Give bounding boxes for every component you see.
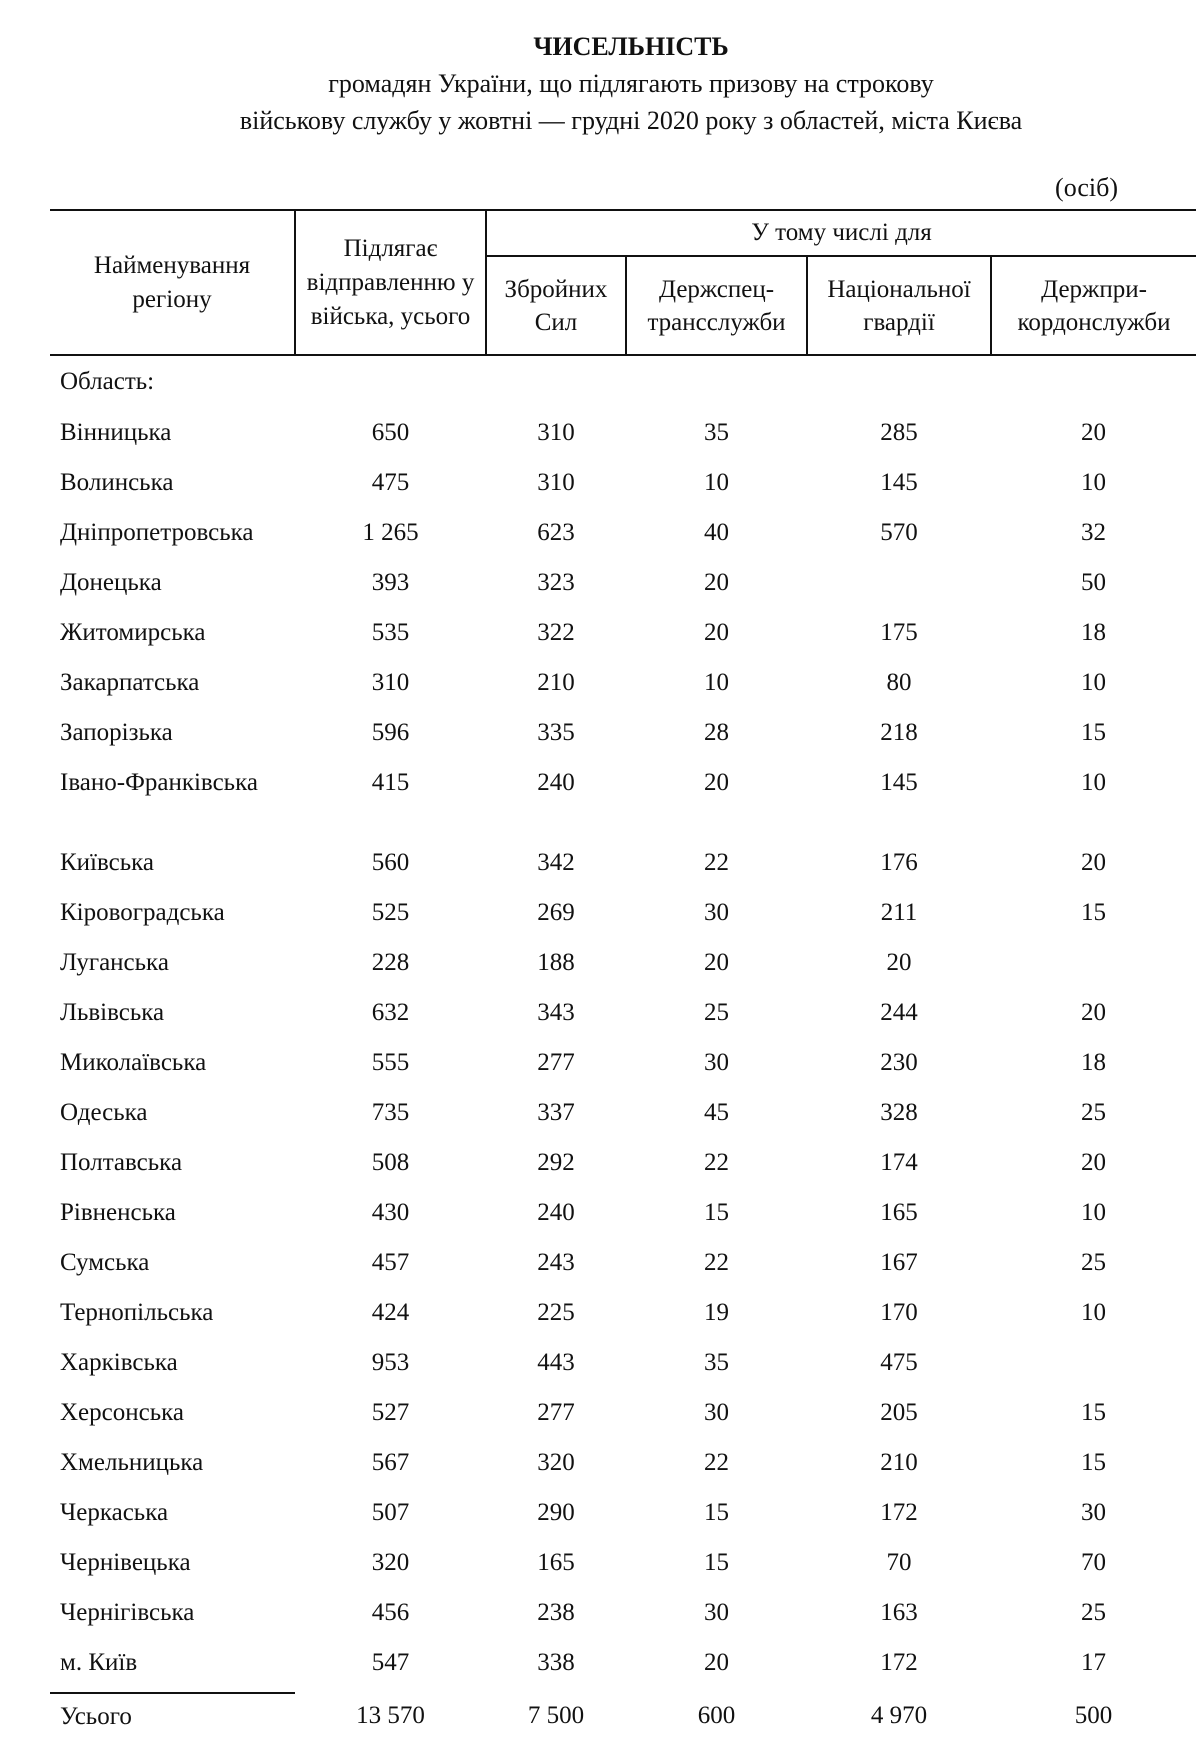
cell-total: 228 bbox=[371, 949, 410, 976]
cell-special-transport: 19 bbox=[704, 1299, 729, 1326]
cell-national-guard: 230 bbox=[880, 1049, 918, 1076]
region-name: Луганська bbox=[60, 949, 169, 976]
cell-armed-forces: 338 bbox=[537, 1649, 575, 1676]
cell-armed-forces: 290 bbox=[537, 1499, 575, 1526]
cell-total: 555 bbox=[371, 1049, 410, 1076]
cell-total: 430 bbox=[371, 1199, 410, 1226]
cell-national-guard: 163 bbox=[880, 1599, 918, 1626]
region-name: Чернівецька bbox=[60, 1549, 191, 1576]
cell-total: 393 bbox=[371, 569, 410, 596]
cell-border-service: 20 bbox=[1081, 1149, 1106, 1176]
cell-border-service: 15 bbox=[1081, 1399, 1106, 1426]
cell-armed-forces: 225 bbox=[537, 1299, 575, 1326]
cell-armed-forces: 240 bbox=[537, 769, 575, 796]
table-row bbox=[50, 612, 1196, 662]
cell-border-service: 10 bbox=[1081, 469, 1106, 496]
cell-armed-forces: 623 bbox=[537, 519, 575, 546]
cell-total: 310 bbox=[371, 669, 410, 696]
totals-special-transport: 600 bbox=[697, 1702, 736, 1729]
cell-armed-forces: 322 bbox=[537, 619, 575, 646]
cell-national-guard: 328 bbox=[880, 1099, 918, 1126]
cell-national-guard: 210 bbox=[880, 1449, 918, 1476]
cell-armed-forces: 277 bbox=[537, 1049, 575, 1076]
cell-border-service: 10 bbox=[1081, 1199, 1106, 1226]
region-name: Київська bbox=[60, 849, 155, 876]
cell-national-guard: 475 bbox=[880, 1349, 918, 1376]
cell-armed-forces: 243 bbox=[537, 1249, 575, 1276]
cell-special-transport: 15 bbox=[704, 1499, 729, 1526]
cell-special-transport: 45 bbox=[704, 1099, 729, 1126]
cell-special-transport: 20 bbox=[704, 1649, 729, 1676]
title-line-3: військову службу у жовтні — грудні 2020 року з областей, міста Києва bbox=[239, 106, 1023, 135]
cell-border-service: 50 bbox=[1081, 569, 1106, 596]
cell-total: 508 bbox=[371, 1149, 410, 1176]
cell-special-transport: 10 bbox=[704, 469, 729, 496]
cell-national-guard: 285 bbox=[880, 419, 918, 446]
cell-national-guard: 570 bbox=[880, 519, 918, 546]
document-title bbox=[0, 28, 1200, 139]
cell-armed-forces: 210 bbox=[537, 669, 575, 696]
cell-special-transport: 30 bbox=[704, 1399, 729, 1426]
region-name: Хмельницька bbox=[60, 1449, 204, 1476]
region-name: Харківська bbox=[60, 1349, 178, 1376]
table-row bbox=[50, 712, 1196, 762]
cell-total: 535 bbox=[371, 619, 410, 646]
cell-border-service: 25 bbox=[1081, 1249, 1106, 1276]
cell-special-transport: 22 bbox=[704, 1149, 729, 1176]
region-name: Одеська bbox=[60, 1099, 148, 1126]
cell-armed-forces: 277 bbox=[537, 1399, 575, 1426]
cell-national-guard: 172 bbox=[880, 1649, 918, 1676]
cell-total: 596 bbox=[371, 719, 410, 746]
header-total: Підлягає відправленню у війська, усього bbox=[295, 210, 486, 355]
region-name: Вінницька bbox=[60, 419, 172, 446]
table-row bbox=[50, 512, 1196, 562]
region-name: м. Київ bbox=[50, 1642, 295, 1693]
cell-total: 632 bbox=[371, 999, 410, 1026]
cell-total: 456 bbox=[371, 1599, 410, 1626]
cell-special-transport: 20 bbox=[704, 619, 729, 646]
cell-national-guard: 244 bbox=[880, 999, 918, 1026]
cell-total: 650 bbox=[371, 419, 410, 446]
cell-special-transport: 25 bbox=[704, 999, 729, 1026]
table-row bbox=[50, 1592, 1196, 1642]
table-row bbox=[50, 412, 1196, 462]
cell-border-service: 15 bbox=[1081, 1449, 1106, 1476]
cell-total: 424 bbox=[371, 1299, 410, 1326]
cell-border-service: 20 bbox=[1081, 999, 1106, 1026]
cell-national-guard: 20 bbox=[886, 949, 912, 976]
region-name: Івано-Франківська bbox=[60, 769, 258, 796]
table-row bbox=[50, 842, 1196, 892]
cell-armed-forces: 323 bbox=[537, 569, 575, 596]
cell-armed-forces: 188 bbox=[537, 949, 575, 976]
table-row bbox=[50, 762, 1196, 842]
header-armed-forces: Збройних Сил bbox=[486, 256, 626, 355]
cell-national-guard: 70 bbox=[886, 1549, 912, 1576]
cell-special-transport: 20 bbox=[704, 949, 729, 976]
cell-national-guard: 145 bbox=[880, 769, 918, 796]
table-row bbox=[50, 1492, 1196, 1542]
cell-special-transport: 22 bbox=[704, 1249, 729, 1276]
cell-border-service: 30 bbox=[1081, 1499, 1106, 1526]
cell-national-guard: 176 bbox=[880, 849, 918, 876]
cell-armed-forces: 310 bbox=[537, 469, 575, 496]
table-row bbox=[50, 1192, 1196, 1242]
region-name: Миколаївська bbox=[60, 1049, 207, 1076]
cell-national-guard: 205 bbox=[880, 1399, 918, 1426]
cell-armed-forces: 292 bbox=[537, 1149, 575, 1176]
cell-border-service: 10 bbox=[1081, 769, 1106, 796]
cell-special-transport: 10 bbox=[704, 669, 729, 696]
cell-total: 953 bbox=[371, 1349, 410, 1376]
cell-armed-forces: 269 bbox=[537, 899, 575, 926]
cell-armed-forces: 310 bbox=[537, 419, 575, 446]
header-national-guard: Національної гвардії bbox=[807, 256, 991, 355]
cell-special-transport: 35 bbox=[704, 419, 729, 446]
cell-special-transport: 30 bbox=[704, 899, 729, 926]
region-name: Черкаська bbox=[60, 1499, 169, 1526]
cell-national-guard: 167 bbox=[880, 1249, 918, 1276]
region-name: Закарпатська bbox=[60, 669, 200, 696]
cell-special-transport: 30 bbox=[704, 1599, 729, 1626]
region-name: Волинська bbox=[60, 469, 174, 496]
table-row bbox=[50, 1642, 1196, 1693]
cell-total: 1 265 bbox=[362, 519, 419, 546]
region-name: Тернопільська bbox=[60, 1299, 214, 1326]
table-row bbox=[50, 1242, 1196, 1292]
cell-national-guard: 165 bbox=[880, 1199, 918, 1226]
cell-border-service: 18 bbox=[1081, 1049, 1106, 1076]
totals-armed-forces: 7 500 bbox=[527, 1702, 585, 1729]
totals-border-service: 500 bbox=[1074, 1702, 1113, 1729]
header-border-service: Держпри-кордонслужби bbox=[991, 256, 1196, 355]
header-region: Найменування регіону bbox=[50, 210, 295, 355]
region-name: Рівненська bbox=[60, 1199, 176, 1226]
group-label: Область: bbox=[60, 368, 155, 395]
cell-border-service: 20 bbox=[1081, 419, 1106, 446]
table-row bbox=[50, 1042, 1196, 1092]
header-including: У тому числі для bbox=[486, 210, 1196, 256]
cell-border-service bbox=[991, 1342, 1196, 1392]
cell-special-transport: 20 bbox=[704, 769, 729, 796]
region-name: Херсонська bbox=[60, 1399, 184, 1426]
region-name: Львівська bbox=[60, 999, 165, 1026]
cell-special-transport: 22 bbox=[704, 849, 729, 876]
region-name: Запорізька bbox=[60, 719, 173, 746]
cell-border-service bbox=[991, 942, 1196, 992]
cell-total: 507 bbox=[371, 1499, 410, 1526]
cell-national-guard: 80 bbox=[886, 669, 912, 696]
table-body bbox=[50, 355, 1196, 1693]
totals-label: Усього bbox=[60, 1703, 132, 1730]
cell-national-guard: 211 bbox=[880, 899, 918, 926]
cell-border-service: 18 bbox=[1081, 619, 1106, 646]
table-row bbox=[50, 662, 1196, 712]
cell-total: 415 bbox=[371, 769, 410, 796]
cell-total: 735 bbox=[371, 1099, 410, 1126]
cell-border-service: 25 bbox=[1081, 1099, 1106, 1126]
cell-border-service: 25 bbox=[1081, 1599, 1106, 1626]
cell-armed-forces: 335 bbox=[537, 719, 575, 746]
cell-total: 527 bbox=[371, 1399, 410, 1426]
totals-row bbox=[50, 1693, 1196, 1746]
cell-special-transport: 28 bbox=[704, 719, 729, 746]
header-special-transport: Держспец-трансслужби bbox=[626, 256, 807, 355]
cell-national-guard bbox=[807, 562, 991, 612]
region-name: Сумська bbox=[60, 1249, 150, 1276]
table-row bbox=[50, 1142, 1196, 1192]
cell-armed-forces: 320 bbox=[537, 1449, 575, 1476]
cell-special-transport: 15 bbox=[704, 1199, 729, 1226]
cell-border-service: 15 bbox=[1081, 719, 1106, 746]
table-row bbox=[50, 892, 1196, 942]
cell-national-guard: 170 bbox=[880, 1299, 918, 1326]
cell-national-guard: 172 bbox=[880, 1499, 918, 1526]
cell-national-guard: 175 bbox=[880, 619, 918, 646]
cell-armed-forces: 343 bbox=[537, 999, 575, 1026]
cell-border-service: 32 bbox=[1081, 519, 1106, 546]
region-name: Житомирська bbox=[60, 619, 206, 646]
cell-border-service: 17 bbox=[1081, 1649, 1106, 1676]
table-row bbox=[50, 1442, 1196, 1492]
cell-special-transport: 22 bbox=[704, 1449, 729, 1476]
cell-total: 560 bbox=[371, 849, 410, 876]
cell-special-transport: 35 bbox=[704, 1349, 729, 1376]
region-name: Дніпропетровська bbox=[60, 519, 254, 546]
cell-total: 567 bbox=[371, 1449, 410, 1476]
region-name: Кіровоградська bbox=[60, 899, 225, 926]
table-row bbox=[50, 1342, 1196, 1392]
cell-armed-forces: 342 bbox=[537, 849, 575, 876]
table-row bbox=[50, 1542, 1196, 1592]
cell-border-service: 15 bbox=[1081, 899, 1106, 926]
cell-total: 547 bbox=[371, 1649, 410, 1676]
cell-total: 457 bbox=[371, 1249, 410, 1276]
title-line-2: громадян України, що підлягають призову на строкову bbox=[328, 69, 934, 98]
cell-border-service: 10 bbox=[1081, 1299, 1106, 1326]
cell-total: 320 bbox=[371, 1549, 410, 1576]
table-row bbox=[50, 942, 1196, 992]
cell-total: 525 bbox=[371, 899, 410, 926]
conscription-table bbox=[50, 209, 1196, 1746]
title-line-1: ЧИСЕЛЬНІСТЬ bbox=[533, 32, 729, 61]
table-row bbox=[50, 1392, 1196, 1442]
cell-border-service: 20 bbox=[1081, 849, 1106, 876]
cell-border-service: 70 bbox=[1081, 1549, 1106, 1576]
cell-national-guard: 145 bbox=[880, 469, 918, 496]
cell-armed-forces: 165 bbox=[537, 1549, 575, 1576]
table-row bbox=[50, 562, 1196, 612]
table-row bbox=[50, 1292, 1196, 1342]
region-name: Полтавська bbox=[60, 1149, 183, 1176]
totals-total: 13 570 bbox=[356, 1702, 425, 1729]
table-row bbox=[50, 1092, 1196, 1142]
cell-special-transport: 20 bbox=[704, 569, 729, 596]
cell-special-transport: 30 bbox=[704, 1049, 729, 1076]
totals-national-guard: 4 970 bbox=[870, 1702, 928, 1729]
region-name: Донецька bbox=[60, 569, 162, 596]
region-name: Чернігівська bbox=[60, 1599, 195, 1626]
cell-armed-forces: 238 bbox=[537, 1599, 575, 1626]
cell-national-guard: 218 bbox=[880, 719, 918, 746]
cell-armed-forces: 337 bbox=[537, 1099, 575, 1126]
units-label: (осіб) bbox=[1055, 173, 1118, 202]
cell-border-service: 10 bbox=[1081, 669, 1106, 696]
cell-special-transport: 40 bbox=[704, 519, 729, 546]
cell-total: 475 bbox=[371, 469, 410, 496]
cell-national-guard: 174 bbox=[880, 1149, 918, 1176]
cell-armed-forces: 240 bbox=[537, 1199, 575, 1226]
cell-special-transport: 15 bbox=[704, 1549, 729, 1576]
cell-armed-forces: 443 bbox=[537, 1349, 575, 1376]
table-row bbox=[50, 992, 1196, 1042]
table-row bbox=[50, 462, 1196, 512]
